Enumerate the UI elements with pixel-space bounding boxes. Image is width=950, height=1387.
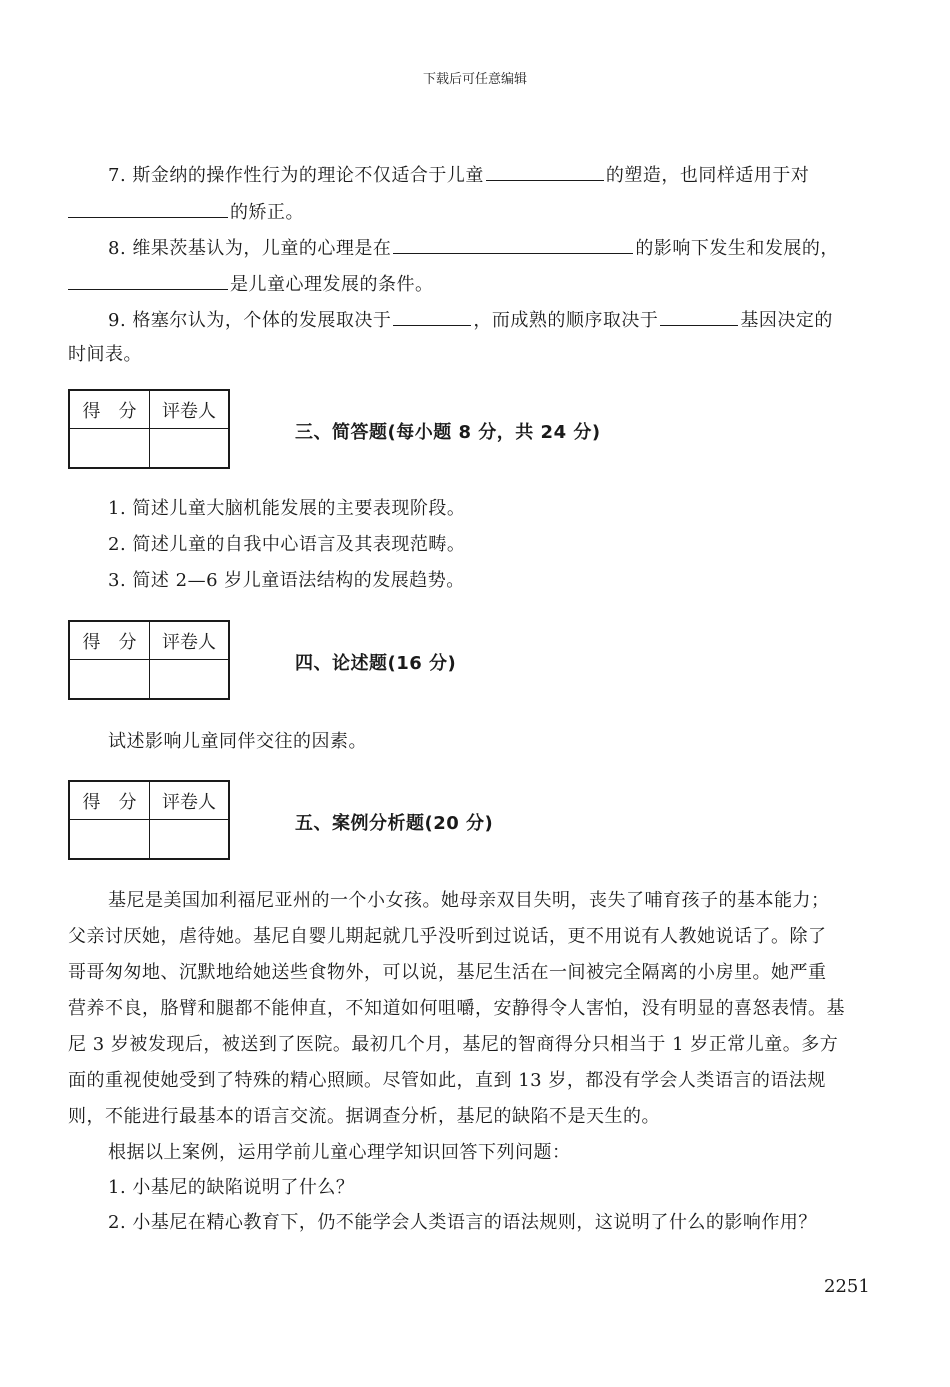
case-line-5: 尼 3 岁被发现后，被送到了医院。最初几个月，基尼的智商得分只相当于 1 岁正常儿童。多方 (68, 1034, 839, 1055)
fill-q7-line1 (108, 162, 882, 188)
case-question-1: 1. 小基尼的缺陷说明了什么？ (108, 1177, 355, 1198)
case-line-2: 父亲讨厌她，虐待她。基尼自婴儿期起就几乎没听到过说话，更不用说有人教她说话了。除了 (68, 926, 827, 947)
section5-title: 五、案例分析题(20 分) (295, 813, 494, 834)
q9-blank-2 (660, 307, 738, 326)
fill-q8-line1 (108, 235, 882, 261)
case-question-2: 2. 小基尼在精心教育下，仍不能学会人类语言的语法规则，这说明了什么的影响作用？ (108, 1212, 817, 1233)
score-box-section3 (68, 389, 230, 469)
section3-item-3: 3. 简述 2—6 岁儿童语法结构的发展趋势。 (108, 570, 465, 591)
header-note: 下载后可任意编辑 (422, 72, 527, 87)
score-label: 得 分 (70, 782, 150, 820)
q7-blank-2 (68, 199, 228, 218)
case-line-1: 基尼是美国加利福尼亚州的一个小女孩。她母亲双目失明，丧失了哺育孩子的基本能力； (108, 890, 830, 911)
grader-label: 评卷人 (150, 622, 228, 660)
q7-text-b: 的塑造，也同样适用于对 (605, 165, 810, 186)
grader-label: 评卷人 (150, 782, 228, 820)
section3-item-2: 2. 简述儿童的自我中心语言及其表现范畴。 (108, 534, 466, 555)
score-cell (70, 820, 150, 858)
q8-text-a: 8. 维果茨基认为，儿童的心理是在 (108, 238, 392, 259)
q8-text-b: 的影响下发生和发展的， (635, 238, 839, 259)
score-cell (70, 660, 150, 698)
q9-text-d: 时间表。 (68, 344, 142, 365)
q7-text-c: 的矫正。 (230, 202, 304, 223)
score-label: 得 分 (70, 391, 150, 429)
case-line-7: 则，不能进行最基本的语言交流。据调查分析，基尼的缺陷不是天生的。 (68, 1106, 660, 1127)
fill-q9-line2 (68, 343, 882, 367)
q7-text-a: 7. 斯金纳的操作性行为的理论不仅适合于儿童 (108, 165, 484, 186)
grader-cell (150, 820, 228, 858)
fill-q8-line2 (68, 271, 882, 297)
grader-cell (150, 660, 228, 698)
section4-title: 四、论述题(16 分) (295, 653, 457, 674)
score-box-section5 (68, 780, 230, 860)
page-number: 2251 (824, 1276, 870, 1297)
section3-item-1: 1. 简述儿童大脑机能发展的主要表现阶段。 (108, 498, 466, 519)
score-label: 得 分 (70, 622, 150, 660)
score-cell (70, 429, 150, 467)
grader-cell (150, 429, 228, 467)
q8-blank-1 (393, 235, 633, 254)
section3-title: 三、简答题(每小题 8 分，共 24 分) (295, 422, 601, 443)
q9-blank-1 (393, 307, 471, 326)
q9-text-a: 9. 格塞尔认为，个体的发展取决于 (108, 310, 392, 331)
fill-q9-line1 (108, 307, 882, 333)
case-line-6: 面的重视使她受到了特殊的精心照顾。尽管如此，直到 13 岁，都没有学会人类语言的语法规 (68, 1070, 826, 1091)
grader-label: 评卷人 (150, 391, 228, 429)
q8-text-c: 是儿童心理发展的条件。 (230, 274, 434, 295)
case-prompt: 根据以上案例，运用学前儿童心理学知识回答下列问题： (108, 1142, 571, 1163)
case-line-4: 营养不良，胳臂和腿都不能伸直，不知道如何咀嚼，安静得令人害怕，没有明显的喜怒表情。基 (68, 998, 845, 1019)
section4-question: 试述影响儿童同伴交往的因素。 (108, 731, 367, 752)
score-box-section4 (68, 620, 230, 700)
fill-q7-line2 (68, 199, 882, 225)
q9-text-b: ，而成熟的顺序取决于 (473, 310, 659, 331)
q8-blank-2 (68, 271, 228, 290)
q9-text-c: 基因决定的 (740, 310, 833, 331)
case-line-3: 哥哥匆匆地、沉默地给她送些食物外，可以说，基尼生活在一间被完全隔离的小房里。她严重 (68, 962, 827, 983)
q7-blank-1 (486, 162, 604, 181)
